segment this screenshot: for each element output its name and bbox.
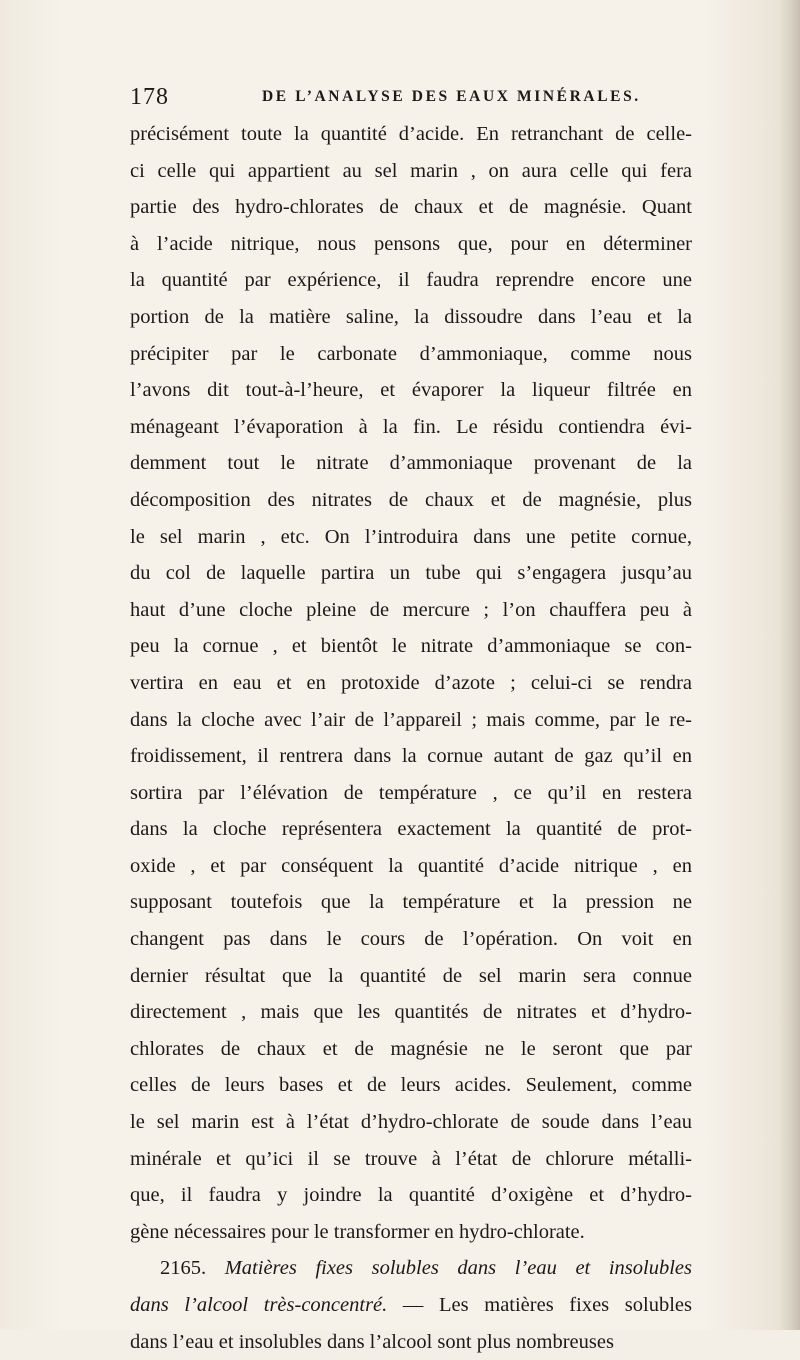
- text-line: gène nécessaires pour le transformer en hydro-chlorate.: [130, 1220, 585, 1243]
- text-line: minérale et qu’ici il se trouve à l’état de chlorure métalli-: [130, 1147, 692, 1170]
- text-line: demment tout le nitrate d’ammoniaque provenant de la: [130, 452, 692, 475]
- text-line: l’avons dit tout-à-l’heure, et évaporer la liqueur filtrée en: [130, 379, 692, 402]
- page-number: 178: [130, 84, 169, 110]
- text-line: portion de la matière saline, la dissoudre dans l’eau et la: [130, 305, 692, 328]
- text-line: précisément toute la quantité d’acide. En retranchant de celle-: [130, 123, 692, 145]
- text-line: le sel marin est à l’état d’hydro-chlorate de soude dans l’eau: [130, 1111, 692, 1134]
- section-dash-text: — Les matières fixes solubles: [387, 1294, 692, 1316]
- text-line: haut d’une cloche pleine de mercure ; l’on chauffera peu à: [130, 598, 692, 621]
- text-line: à l’acide nitrique, nous pensons que, pour en déterminer: [130, 232, 692, 255]
- text-line: dans la cloche avec l’air de l’appareil ; mais comme, par le re-: [130, 708, 692, 731]
- text-line: que, il faudra y joindre la quantité d’oxigène et d’hydro-: [130, 1184, 692, 1207]
- text-line: ménageant l’évaporation à la fin. Le résidu contiendra évi-: [130, 415, 692, 438]
- text-line: celles de leurs bases et de leurs acides. Seulement, comme: [130, 1074, 692, 1097]
- text-line: supposant toutefois que la température et la pression ne: [130, 891, 692, 914]
- text-line: dans la cloche représentera exactement la quantité de prot-: [130, 818, 692, 841]
- text-line: dans l’eau et insolubles dans l’alcool sont plus nombreuses: [130, 1330, 614, 1353]
- text-line: ci celle qui appartient au sel marin , on aura celle qui fera: [130, 159, 692, 182]
- text-line: décomposition des nitrates de chaux et de magnésie, plus: [130, 488, 692, 511]
- text-line: dernier résultat que la quantité de sel marin sera connue: [130, 964, 692, 987]
- section-title-part2: dans l’alcool très-concentré.: [130, 1294, 388, 1316]
- body-text: [130, 116, 692, 1360]
- section-heading-line-2: [130, 1287, 692, 1324]
- section-number: 2165.: [160, 1257, 207, 1280]
- text-line: partie des hydro-chlorates de chaux et de magnésie. Quant: [130, 196, 692, 219]
- text-line: vertira en eau et en protoxide d’azote ; celui-ci se rendra: [130, 671, 692, 694]
- section-heading-line: [130, 1250, 692, 1287]
- text-line: froidissement, il rentrera dans la cornue autant de gaz qu’il en: [130, 745, 692, 768]
- text-line: changent pas dans le cours de l’opération. On voit en: [130, 928, 692, 951]
- text-line: le sel marin , etc. On l’introduira dans une petite cornue,: [130, 525, 692, 548]
- page-header: [130, 84, 665, 112]
- text-line: directement , mais que les quantités de nitrates et d’hydro-: [130, 1001, 692, 1024]
- text-line: peu la cornue , et bientôt le nitrate d’ammoniaque se con-: [130, 635, 692, 658]
- section-title-part1: Matières fixes solubles dans l’eau et insolubles: [224, 1257, 692, 1280]
- text-line: oxide , et par conséquent la quantité d’acide nitrique , en: [130, 854, 692, 877]
- page-edge-shadow: [778, 0, 800, 1330]
- text-line: sortira par l’élévation de température , ce qu’il en restera: [130, 781, 692, 804]
- text-line: du col de laquelle partira un tube qui s’engagera jusqu’au: [130, 562, 692, 585]
- running-head: DE L’ANALYSE DES EAUX MINÉRALES.: [262, 88, 641, 105]
- text-line: chlorates de chaux et de magnésie ne le seront que par: [130, 1037, 692, 1060]
- text-line: précipiter par le carbonate d’ammoniaque, comme nous: [130, 342, 692, 365]
- text-line: la quantité par expérience, il faudra reprendre encore une: [130, 269, 692, 292]
